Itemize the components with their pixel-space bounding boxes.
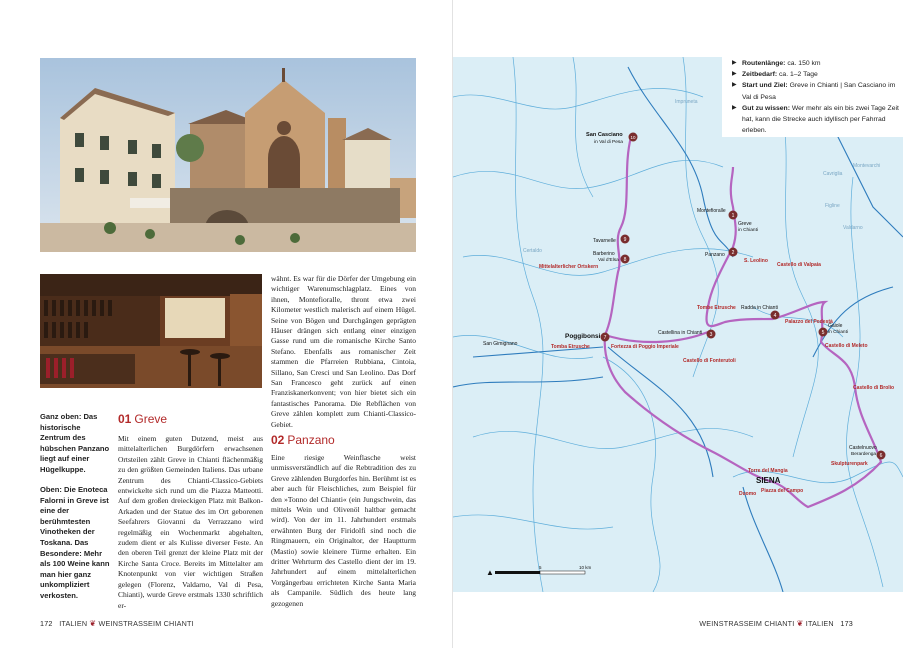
footer-title: WEINSTRASSEIM CHIANTI	[98, 619, 194, 628]
svg-text:9: 9	[623, 237, 627, 243]
info-good-to-know: ▶ Gut zu wissen: Wer mehr als ein bis zwei Tage Zeit hat, kann die Strecke auch idyllisch per Fahrrad erleben.	[732, 103, 899, 137]
svg-text:in Chianti: in Chianti	[828, 330, 848, 335]
svg-text:Castelnuovo: Castelnuovo	[849, 445, 877, 451]
svg-text:in Val di Pesa: in Val di Pesa	[594, 140, 623, 145]
svg-text:S. Leolino: S. Leolino	[744, 258, 768, 264]
svg-text:Castello di Valpaia: Castello di Valpaia	[777, 262, 821, 268]
svg-text:Castello di Meleto: Castello di Meleto	[825, 343, 868, 349]
svg-text:5: 5	[821, 330, 825, 336]
svg-text:8: 8	[623, 257, 627, 263]
svg-text:Fortezza di Poggio Imperiale: Fortezza di Poggio Imperiale	[611, 344, 679, 350]
svg-text:7: 7	[603, 335, 607, 341]
footer-country: ITALIEN	[59, 619, 88, 628]
svg-text:Panzano: Panzano	[705, 252, 725, 258]
svg-text:Impruneta: Impruneta	[675, 99, 698, 105]
footer-right	[699, 619, 853, 628]
svg-text:5: 5	[539, 565, 542, 570]
svg-text:Cavriglia: Cavriglia	[823, 171, 843, 177]
info-start-end: ▶ Start und Ziel: Greve in Chianti | San Casciano im Val di Pesa	[732, 80, 899, 102]
section-number: 02	[271, 433, 285, 447]
svg-text:Castellina in Chianti: Castellina in Chianti	[658, 330, 703, 336]
svg-text:Montefioralle: Montefioralle	[697, 208, 726, 214]
svg-text:Palazzo del Podestà: Palazzo del Podestà	[785, 319, 833, 325]
svg-text:Gaiole: Gaiole	[828, 323, 843, 329]
svg-text:Valdarno: Valdarno	[843, 225, 863, 231]
svg-text:San Gimignano: San Gimignano	[483, 341, 518, 347]
info-route-length: ▶ Routenlänge: ca. 150 km	[732, 58, 899, 69]
grape-icon: ❦	[796, 619, 804, 628]
route-map	[453, 57, 903, 592]
svg-text:Torre del Mangia: Torre del Mangia	[748, 468, 788, 474]
svg-text:4: 4	[773, 313, 777, 319]
svg-text:Certaldo: Certaldo	[523, 248, 542, 254]
svg-text:Figline: Figline	[825, 203, 840, 209]
svg-text:Castello di Fonterutoli: Castello di Fonterutoli	[683, 358, 736, 364]
svg-text:SIENA: SIENA	[756, 476, 781, 485]
svg-text:Greve: Greve	[738, 221, 752, 227]
greve-text: Mit einem guten Dutzend, meist aus mittelalterlichen Burgdörfern erwachsenen Ortsteilen zählt Greve in Chianti flächenmäßig zu den größten Gemeinden Italiens. Das urbane Zentrum des Chianti-Classico-Gebiets entwickelte sich rund um die Piazza Matteotti. Auf dem großen dreieckigen Platz mit Balkon-Arkaden und der Statue des im Ort geborenen Seefahrers Giovanni da Verrazzano wird regelmäßig ein Wochenmarkt abgehalten, zudem dient er als Kulisse diverser Feste. An den oberen Teil grenzt der kleine Platz mit der Kirche Santa Croce. Bereits im Mittelalter am Knotenpunkt von vier wichtigen Straßen gelegen (Florenz, Valdarno, Val di Pesa, Chianti), wurde Greve erstmals 1330 schriftlich er-	[118, 434, 263, 610]
svg-text:2: 2	[731, 250, 735, 256]
footer-title: WEINSTRASSEIM CHIANTI	[699, 619, 795, 628]
svg-text:1: 1	[731, 213, 735, 219]
footer-country: ITALIEN	[805, 619, 834, 628]
section-title: Greve	[134, 412, 168, 426]
svg-text:Radda in Chianti: Radda in Chianti	[741, 305, 778, 311]
section-title: Panzano	[287, 433, 335, 447]
page-number: 172	[40, 619, 53, 628]
enoteca-interior-photo	[40, 274, 262, 388]
greve-text-continued: wähnt. Es war für die Dörfer der Umgebung ein wichtiger Warenumschlagplatz. Eines von ihnen, Montefioralle, thront etwa zwei Kilometer westlich malerisch auf einem Hügel. Seine von Bögen und Durchgängen geprägten Häuser drängen sich entlang einer einzigen Gasse rund um die romanische Kirche Santo Stefano. Ebenfalls aus romanischer Zeit stammen die Pfarreien Rubbiana, Cintoia, Sillano, San Cresci und San Leolino. Das Dorf San Francesco geht zurück auf einen Franziskanerkonvent; von hier bietet sich ein fantastisches Panorama. Die Rebflächen von Greve zählen komplett zum Chianti-Classico-Gebiet.	[271, 274, 416, 429]
svg-text:Poggibonsi: Poggibonsi	[565, 333, 601, 340]
grape-icon: ❦	[89, 619, 97, 628]
section-heading-panzano	[271, 433, 335, 447]
svg-text:Piazza del Campo: Piazza del Campo	[761, 488, 804, 494]
svg-text:Mittelalterlicher Ortskern: Mittelalterlicher Ortskern	[539, 264, 599, 270]
svg-text:Barberino: Barberino	[593, 251, 615, 257]
svg-text:Montevarchi: Montevarchi	[853, 163, 881, 169]
svg-text:Val d'Elsa: Val d'Elsa	[598, 258, 619, 263]
route-info-box	[722, 57, 903, 137]
svg-text:▲: ▲	[486, 568, 494, 577]
svg-text:3: 3	[709, 332, 713, 338]
svg-text:Tomba Etrusche: Tomba Etrusche	[551, 344, 590, 350]
page-number: 173	[840, 619, 853, 628]
caption-bottom: Oben: Die Enoteca Falorni in Greve ist eine der berühmtesten Vinotheken der Toskana. Das Besondere: Mehr als 100 Weine kann man hier ganz unkompliziert verkosten.	[40, 485, 110, 600]
svg-text:San Casciano: San Casciano	[586, 132, 623, 138]
footer-left	[40, 619, 194, 628]
svg-text:Duomo: Duomo	[739, 491, 757, 497]
svg-text:Tavarnelle: Tavarnelle	[593, 238, 616, 244]
svg-text:Tombe Etrusche: Tombe Etrusche	[697, 305, 736, 311]
svg-text:Skulpturenpark: Skulpturenpark	[831, 461, 868, 467]
info-time-needed: ▶ Zeitbedarf: ca. 1–2 Tage	[732, 69, 899, 80]
svg-text:Berardenga: Berardenga	[851, 452, 877, 457]
svg-text:10 km: 10 km	[579, 565, 592, 570]
svg-text:10: 10	[630, 135, 636, 140]
caption-top: Ganz oben: Das historische Zentrum des hübschen Panzano liegt auf einer Hügelkuppe.	[40, 412, 110, 474]
svg-text:6: 6	[879, 453, 883, 459]
section-number: 01	[118, 412, 132, 426]
section-heading-greve	[118, 412, 167, 426]
svg-text:Castello di Brolio: Castello di Brolio	[853, 385, 895, 391]
panzano-text: Eine riesige Weinflasche weist unmissverständlich auf die Rebtradition des zu Greve zählenden Burgdorfes hin. Berühmt ist es aber auch für Fleischliches, zum Beispiel für den »Tonno del Chianti« (ein Jungschwein, das mittels Wein und Olivenöl haltbar gemacht wird). Von der im 11. Jahrhundert erstmals erwähnten Burg der Firidolfi sind noch die Ringmauern, ein Originaltor, der Hauptturm (Mastio) sowie kleinere Türme erhalten. Ein dritter Wehrturm des Castello dient der im 19. Jahrhundert auf einem mittelalterlichen Vorgängerbau errichteten Kirche Santa Maria als Campanile. Südlich des heute lang gezogenen	[271, 453, 416, 608]
svg-text:in Chianti: in Chianti	[738, 228, 758, 233]
panzano-village-photo	[40, 58, 416, 252]
